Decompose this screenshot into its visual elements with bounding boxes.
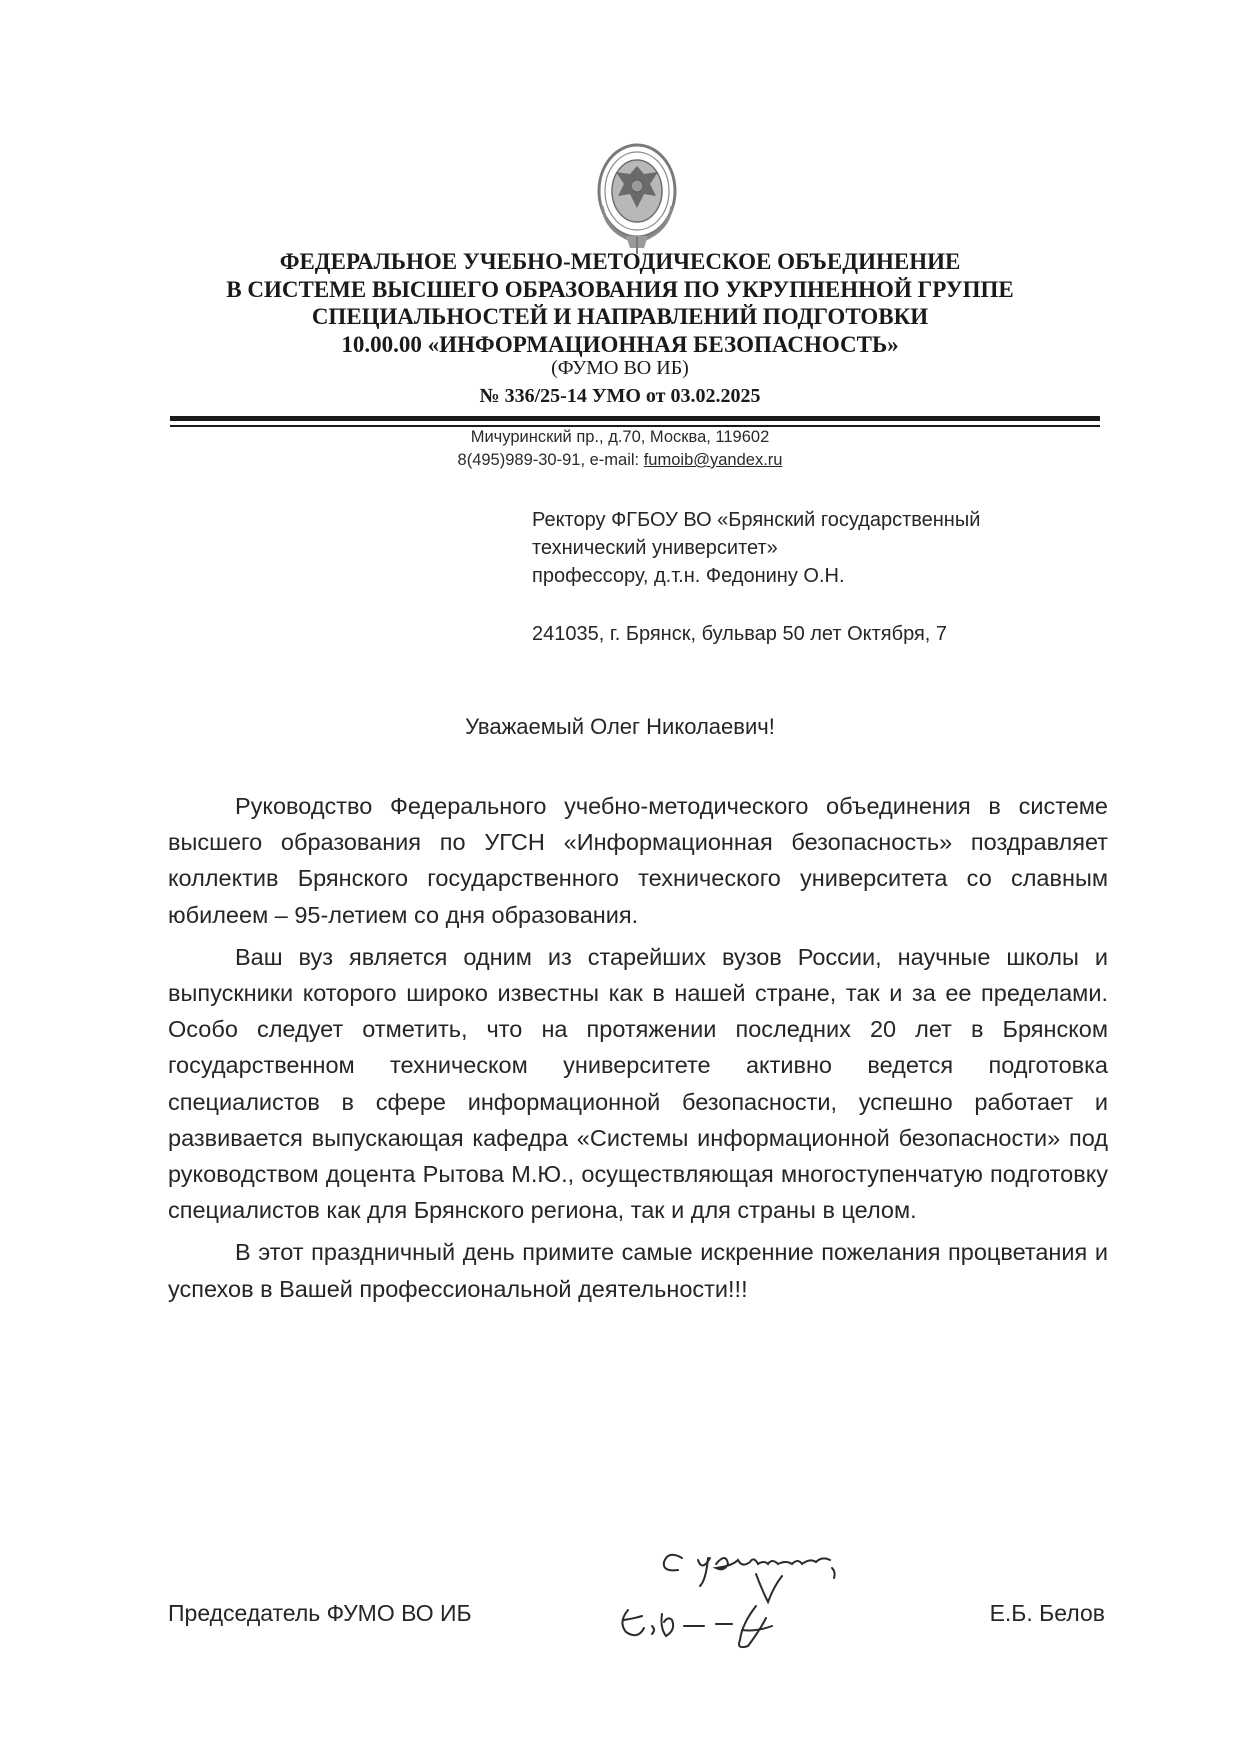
- body-paragraph: Руководство Федерального учебно-методического объединения в системе высшего образования по УГСН «Информационная безопасность» поздравляет коллектив Брянского государственного технического университета со славным юбилеем – 95-летием со дня образования.: [168, 793, 1108, 928]
- header-divider-thin: [170, 425, 1100, 427]
- signatory-position: Председатель ФУМО ВО ИБ: [168, 1600, 472, 1626]
- body-paragraph: Ваш вуз является одним из старейших вузов России, научные школы и выпускники которого широко известны как в нашей стране, так и за ее пределами. Особо следует отметить, что на протяжении последних 20 лет в Брянском государственном техническом университете активно ведется подготовка специалистов в сфере информационной безопасности, успешно работает и развивается выпускающая кафедра «Системы информационной безопасности» под руководством доцента Рытова М.Ю., осуществляющая многоступенчатую подготовку специалистов как для Брянского региона, так и для страны в целом.: [168, 943, 1108, 1224]
- organization-title: [150, 248, 1090, 358]
- org-title-line: 10.00.00 «ИНФОРМАЦИОННАЯ БЕЗОПАСНОСТЬ»: [341, 331, 899, 357]
- recipient-line: Ректору ФГБОУ ВО «Брянский государственный: [532, 509, 981, 531]
- letter-body: [168, 788, 1108, 1313]
- document-number: № 336/25-14 УМО от 03.02.2025: [479, 385, 761, 407]
- body-paragraph: В этот праздничный день примите самые искренние пожелания процветания и успехов в Вашей профессиональной деятельности!!!: [168, 1239, 1108, 1302]
- org-title-line: СПЕЦИАЛЬНОСТЕЙ И НАПРАВЛЕНИЙ ПОДГОТОВКИ: [311, 304, 929, 329]
- org-title-line: ФЕДЕРАЛЬНОЕ УЧЕБНО-МЕТОДИЧЕСКОЕ ОБЪЕДИНЕНИЕ: [279, 249, 961, 274]
- email-link[interactable]: fumoib@yandex.ru: [643, 451, 783, 469]
- salutation: Уважаемый Олег Николаевич!: [465, 714, 775, 739]
- recipient-block: [532, 506, 1132, 590]
- signatory-name: Е.Б. Белов: [989, 1600, 1105, 1626]
- organization-abbreviation: (ФУМО ВО ИБ): [551, 357, 689, 379]
- handwritten-signature-icon: [606, 1546, 936, 1656]
- recipient-line: технический университет»: [532, 537, 778, 559]
- org-title-line: В СИСТЕМЕ ВЫСШЕГО ОБРАЗОВАНИЯ ПО УКРУПНЕННОЙ ГРУППЕ: [226, 276, 1014, 302]
- phone-text: 8(495)989-30-91, e-mail:: [457, 451, 644, 469]
- organization-address: Мичуринский пр., д.70, Москва, 119602: [470, 428, 770, 446]
- fumo-emblem-icon: [586, 136, 688, 256]
- organization-contacts: [300, 451, 940, 470]
- recipient-postal-address: 241035, г. Брянск, бульвар 50 лет Октября, 7: [532, 623, 948, 645]
- recipient-line: профессору, д.т.н. Федонину О.Н.: [532, 565, 845, 587]
- header-divider-thick: [170, 416, 1100, 421]
